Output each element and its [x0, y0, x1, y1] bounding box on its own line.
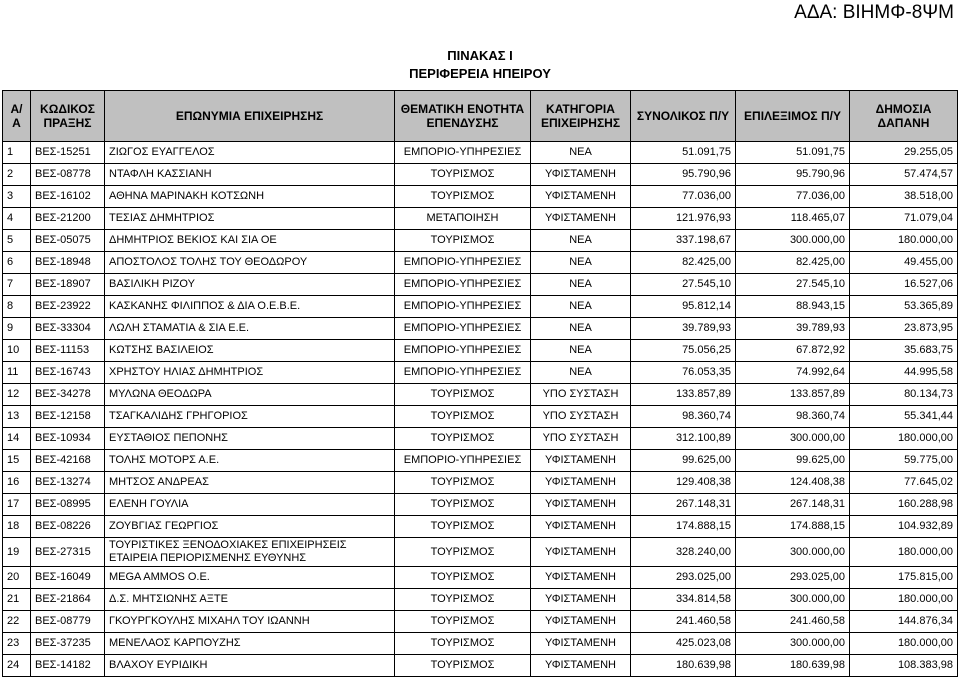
total-budget-cell: 76.053,35: [631, 362, 736, 384]
col-header-eligible-budget: ΕΠΙΛΕΞΙΜΟΣ Π/Υ: [736, 91, 850, 142]
code-cell: ΒΕΣ-13274: [31, 472, 105, 494]
aa-cell: 24: [3, 655, 31, 677]
aa-cell: 13: [3, 406, 31, 428]
table-title: ΠΙΝΑΚΑΣ Ι: [447, 48, 513, 63]
public-expenditure-cell: 59.775,00: [850, 450, 958, 472]
company-cell: ΝΤΑΦΛΗ ΚΑΣΣΙΑΝΗ: [105, 164, 395, 186]
theme-cell: ΕΜΠΟΡΙΟ-ΥΠΗΡΕΣΙΕΣ: [395, 362, 531, 384]
region-subtitle: ΠΕΡΙΦΕΡΕΙΑ ΗΠΕΙΡΟΥ: [409, 66, 551, 81]
aa-cell: 6: [3, 252, 31, 274]
company-cell: ΤΣΑΓΚΑΛΙΔΗΣ ΓΡΗΓΟΡΙΟΣ: [105, 406, 395, 428]
eligible-budget-cell: 27.545,10: [736, 274, 850, 296]
company-cell: ΚΑΣΚΑΝΗΣ ΦΙΛΙΠΠΟΣ & ΔΙΑ Ο.Ε.Β.Ε.: [105, 296, 395, 318]
theme-cell: ΕΜΠΟΡΙΟ-ΥΠΗΡΕΣΙΕΣ: [395, 274, 531, 296]
table-row: [3, 318, 958, 340]
code-cell: ΒΕΣ-16743: [31, 362, 105, 384]
aa-cell: 19: [3, 538, 31, 567]
code-cell: ΒΕΣ-18948: [31, 252, 105, 274]
public-expenditure-cell: 38.518,00: [850, 186, 958, 208]
table-row: [3, 230, 958, 252]
total-budget-cell: 334.814,58: [631, 589, 736, 611]
aa-cell: 2: [3, 164, 31, 186]
category-cell: ΝΕΑ: [531, 362, 631, 384]
eligible-budget-cell: 95.790,96: [736, 164, 850, 186]
table-row: [3, 142, 958, 164]
public-expenditure-cell: 80.134,73: [850, 384, 958, 406]
company-cell: ΒΑΣΙΛΙΚΗ ΡΙΖΟΥ: [105, 274, 395, 296]
code-cell: ΒΕΣ-21864: [31, 589, 105, 611]
theme-cell: ΤΟΥΡΙΣΜΟΣ: [395, 472, 531, 494]
company-cell: ΒΛΑΧΟΥ ΕΥΡΙΔΙΚΗ: [105, 655, 395, 677]
category-cell: ΥΠΟ ΣΥΣΤΑΣΗ: [531, 384, 631, 406]
category-cell: ΥΦΙΣΤΑΜΕΝΗ: [531, 186, 631, 208]
code-cell: ΒΕΣ-14182: [31, 655, 105, 677]
table-row: [3, 362, 958, 384]
public-expenditure-cell: 144.876,34: [850, 611, 958, 633]
category-cell: ΥΦΙΣΤΑΜΕΝΗ: [531, 538, 631, 567]
company-cell: ΤΕΣΙΑΣ ΔΗΜΗΤΡΙΟΣ: [105, 208, 395, 230]
aa-cell: 16: [3, 472, 31, 494]
theme-cell: ΤΟΥΡΙΣΜΟΣ: [395, 538, 531, 567]
code-cell: ΒΕΣ-34278: [31, 384, 105, 406]
aa-cell: 9: [3, 318, 31, 340]
code-cell: ΒΕΣ-27315: [31, 538, 105, 567]
eligible-budget-cell: 241.460,58: [736, 611, 850, 633]
theme-cell: ΜΕΤΑΠΟΙΗΣΗ: [395, 208, 531, 230]
theme-cell: ΤΟΥΡΙΣΜΟΣ: [395, 186, 531, 208]
category-cell: ΥΦΙΣΤΑΜΕΝΗ: [531, 494, 631, 516]
table-row: [3, 296, 958, 318]
theme-cell: ΕΜΠΟΡΙΟ-ΥΠΗΡΕΣΙΕΣ: [395, 252, 531, 274]
code-cell: ΒΕΣ-08226: [31, 516, 105, 538]
code-cell: ΒΕΣ-15251: [31, 142, 105, 164]
table-row: [3, 340, 958, 362]
total-budget-cell: 99.625,00: [631, 450, 736, 472]
theme-cell: ΕΜΠΟΡΙΟ-ΥΠΗΡΕΣΙΕΣ: [395, 340, 531, 362]
code-cell: ΒΕΣ-33304: [31, 318, 105, 340]
total-budget-cell: 95.790,96: [631, 164, 736, 186]
company-cell: ΔΗΜΗΤΡΙΟΣ ΒΕΚΙΟΣ ΚΑΙ ΣΙΑ ΟΕ: [105, 230, 395, 252]
table-row: [3, 516, 958, 538]
document-reference: ΑΔΑ: ΒΙΗΜΦ-8ΨΜ: [794, 2, 954, 23]
public-expenditure-cell: 180.000,00: [850, 428, 958, 450]
total-budget-cell: 328.240,00: [631, 538, 736, 567]
total-budget-cell: 75.056,25: [631, 340, 736, 362]
code-cell: ΒΕΣ-16049: [31, 567, 105, 589]
category-cell: ΝΕΑ: [531, 296, 631, 318]
code-cell: ΒΕΣ-37235: [31, 633, 105, 655]
category-cell: ΝΕΑ: [531, 274, 631, 296]
aa-cell: 17: [3, 494, 31, 516]
company-cell: ΚΩΤΣΗΣ ΒΑΣΙΛΕΙΟΣ: [105, 340, 395, 362]
category-cell: ΝΕΑ: [531, 252, 631, 274]
public-expenditure-cell: 160.288,98: [850, 494, 958, 516]
col-header-category: ΚΑΤΗΓΟΡΙΑ ΕΠΙΧΕΙΡΗΣΗΣ: [531, 91, 631, 142]
code-cell: ΒΕΣ-08995: [31, 494, 105, 516]
eligible-budget-cell: 74.992,64: [736, 362, 850, 384]
category-cell: ΥΠΟ ΣΥΣΤΑΣΗ: [531, 406, 631, 428]
eligible-budget-cell: 39.789,93: [736, 318, 850, 340]
eligible-budget-cell: 300.000,00: [736, 589, 850, 611]
public-expenditure-cell: 71.079,04: [850, 208, 958, 230]
category-cell: ΥΦΙΣΤΑΜΕΝΗ: [531, 567, 631, 589]
total-budget-cell: 129.408,38: [631, 472, 736, 494]
public-expenditure-cell: 29.255,05: [850, 142, 958, 164]
table-row: [3, 450, 958, 472]
category-cell: ΥΦΙΣΤΑΜΕΝΗ: [531, 472, 631, 494]
table-row: [3, 164, 958, 186]
category-cell: ΝΕΑ: [531, 142, 631, 164]
eligible-budget-cell: 300.000,00: [736, 633, 850, 655]
eligible-budget-cell: 124.408,38: [736, 472, 850, 494]
aa-cell: 20: [3, 567, 31, 589]
aa-cell: 4: [3, 208, 31, 230]
col-header-theme: ΘΕΜΑΤΙΚΗ ΕΝΟΤΗΤΑ ΕΠΕΝΔΥΣΗΣ: [395, 91, 531, 142]
table-row: [3, 252, 958, 274]
public-expenditure-cell: 35.683,75: [850, 340, 958, 362]
eligible-budget-cell: 77.036,00: [736, 186, 850, 208]
aa-cell: 14: [3, 428, 31, 450]
category-cell: ΥΦΙΣΤΑΜΕΝΗ: [531, 611, 631, 633]
table-row: [3, 655, 958, 677]
public-expenditure-cell: 180.000,00: [850, 230, 958, 252]
col-header-aa: Α/Α: [3, 91, 31, 142]
company-cell: ΤΟΥΡΙΣΤΙΚΕΣ ΞΕΝΟΔΟΧΙΑΚΕΣ ΕΠΙΧΕΙΡΗΣΕΙΣ ΕΤΑΙΡΕΙΑ ΠΕΡΙΟΡΙΣΜΕΝΗΣ ΕΥΘΥΝΗΣ: [105, 538, 395, 567]
theme-cell: ΕΜΠΟΡΙΟ-ΥΠΗΡΕΣΙΕΣ: [395, 296, 531, 318]
company-cell: ΜΥΛΩΝΑ ΘΕΟΔΩΡΑ: [105, 384, 395, 406]
theme-cell: ΤΟΥΡΙΣΜΟΣ: [395, 633, 531, 655]
table-row: [3, 494, 958, 516]
public-expenditure-cell: 57.474,57: [850, 164, 958, 186]
aa-cell: 11: [3, 362, 31, 384]
theme-cell: ΤΟΥΡΙΣΜΟΣ: [395, 428, 531, 450]
theme-cell: ΕΜΠΟΡΙΟ-ΥΠΗΡΕΣΙΕΣ: [395, 450, 531, 472]
category-cell: ΥΦΙΣΤΑΜΕΝΗ: [531, 164, 631, 186]
eligible-budget-cell: 300.000,00: [736, 428, 850, 450]
eligible-budget-cell: 118.465,07: [736, 208, 850, 230]
total-budget-cell: 133.857,89: [631, 384, 736, 406]
eligible-budget-cell: 174.888,15: [736, 516, 850, 538]
theme-cell: ΤΟΥΡΙΣΜΟΣ: [395, 567, 531, 589]
eligible-budget-cell: 133.857,89: [736, 384, 850, 406]
public-expenditure-cell: 23.873,95: [850, 318, 958, 340]
code-cell: ΒΕΣ-05075: [31, 230, 105, 252]
table-row: [3, 428, 958, 450]
aa-cell: 15: [3, 450, 31, 472]
company-cell: ΛΩΛΗ ΣΤΑΜΑΤΙΑ & ΣΙΑ Ε.Ε.: [105, 318, 395, 340]
category-cell: ΥΦΙΣΤΑΜΕΝΗ: [531, 589, 631, 611]
beneficiaries-table: [2, 90, 958, 677]
aa-cell: 12: [3, 384, 31, 406]
company-cell: ΕΥΣΤΑΘΙΟΣ ΠΕΠΟΝΗΣ: [105, 428, 395, 450]
public-expenditure-cell: 108.383,98: [850, 655, 958, 677]
company-cell: ΤΟΛΗΣ ΜΟΤΟΡΣ Α.Ε.: [105, 450, 395, 472]
total-budget-cell: 95.812,14: [631, 296, 736, 318]
aa-cell: 18: [3, 516, 31, 538]
company-cell: ΓΚΟΥΡΓΚΟΥΛΗΣ ΜΙΧΑΗΛ ΤΟΥ ΙΩΑΝΝΗ: [105, 611, 395, 633]
table-row: [3, 186, 958, 208]
theme-cell: ΤΟΥΡΙΣΜΟΣ: [395, 230, 531, 252]
public-expenditure-cell: 180.000,00: [850, 633, 958, 655]
eligible-budget-cell: 67.872,92: [736, 340, 850, 362]
code-cell: ΒΕΣ-10934: [31, 428, 105, 450]
col-header-public-expenditure: ΔΗΜΟΣΙΑ ΔΑΠΑΝΗ: [850, 91, 958, 142]
theme-cell: ΤΟΥΡΙΣΜΟΣ: [395, 406, 531, 428]
public-expenditure-cell: 180.000,00: [850, 589, 958, 611]
category-cell: ΥΦΙΣΤΑΜΕΝΗ: [531, 208, 631, 230]
col-header-total-budget: ΣΥΝΟΛΙΚΟΣ Π/Υ: [631, 91, 736, 142]
table-row: [3, 611, 958, 633]
company-cell: ΜΗΤΣΟΣ ΑΝΔΡΕΑΣ: [105, 472, 395, 494]
company-cell: Δ.Σ. ΜΗΤΣΙΩΝΗΣ ΑΞΤΕ: [105, 589, 395, 611]
public-expenditure-cell: 16.527,06: [850, 274, 958, 296]
company-cell: ΑΘΗΝΑ ΜΑΡΙΝΑΚΗ ΚΟΤΣΩΝΗ: [105, 186, 395, 208]
code-cell: ΒΕΣ-08778: [31, 164, 105, 186]
category-cell: ΥΦΙΣΤΑΜΕΝΗ: [531, 633, 631, 655]
col-header-code: ΚΩΔΙΚΟΣ ΠΡΑΞΗΣ: [31, 91, 105, 142]
table-row: [3, 406, 958, 428]
eligible-budget-cell: 51.091,75: [736, 142, 850, 164]
company-cell: ΧΡΗΣΤΟΥ ΗΛΙΑΣ ΔΗΜΗΤΡΙΟΣ: [105, 362, 395, 384]
code-cell: ΒΕΣ-21200: [31, 208, 105, 230]
total-budget-cell: 121.976,93: [631, 208, 736, 230]
total-budget-cell: 312.100,89: [631, 428, 736, 450]
total-budget-cell: 77.036,00: [631, 186, 736, 208]
aa-cell: 22: [3, 611, 31, 633]
table-row: [3, 208, 958, 230]
code-cell: ΒΕΣ-12158: [31, 406, 105, 428]
total-budget-cell: 241.460,58: [631, 611, 736, 633]
theme-cell: ΤΟΥΡΙΣΜΟΣ: [395, 164, 531, 186]
public-expenditure-cell: 55.341,44: [850, 406, 958, 428]
total-budget-cell: 82.425,00: [631, 252, 736, 274]
category-cell: ΥΦΙΣΤΑΜΕΝΗ: [531, 516, 631, 538]
aa-cell: 10: [3, 340, 31, 362]
public-expenditure-cell: 44.995,58: [850, 362, 958, 384]
header-row: [3, 91, 958, 142]
eligible-budget-cell: 99.625,00: [736, 450, 850, 472]
code-cell: ΒΕΣ-11153: [31, 340, 105, 362]
eligible-budget-cell: 180.639,98: [736, 655, 850, 677]
total-budget-cell: 337.198,67: [631, 230, 736, 252]
total-budget-cell: 27.545,10: [631, 274, 736, 296]
public-expenditure-cell: 180.000,00: [850, 538, 958, 567]
theme-cell: ΤΟΥΡΙΣΜΟΣ: [395, 589, 531, 611]
total-budget-cell: 293.025,00: [631, 567, 736, 589]
category-cell: ΝΕΑ: [531, 230, 631, 252]
code-cell: ΒΕΣ-42168: [31, 450, 105, 472]
table-body: [3, 142, 958, 677]
table-row: [3, 633, 958, 655]
total-budget-cell: 98.360,74: [631, 406, 736, 428]
total-budget-cell: 39.789,93: [631, 318, 736, 340]
theme-cell: ΕΜΠΟΡΙΟ-ΥΠΗΡΕΣΙΕΣ: [395, 142, 531, 164]
theme-cell: ΤΟΥΡΙΣΜΟΣ: [395, 516, 531, 538]
category-cell: ΝΕΑ: [531, 318, 631, 340]
public-expenditure-cell: 77.645,02: [850, 472, 958, 494]
category-cell: ΥΦΙΣΤΑΜΕΝΗ: [531, 655, 631, 677]
company-cell: ΖΙΩΓΟΣ ΕΥΑΓΓΕΛΟΣ: [105, 142, 395, 164]
theme-cell: ΤΟΥΡΙΣΜΟΣ: [395, 384, 531, 406]
eligible-budget-cell: 98.360,74: [736, 406, 850, 428]
total-budget-cell: 174.888,15: [631, 516, 736, 538]
public-expenditure-cell: 53.365,89: [850, 296, 958, 318]
table-row: [3, 384, 958, 406]
table-row: [3, 567, 958, 589]
public-expenditure-cell: 175.815,00: [850, 567, 958, 589]
code-cell: ΒΕΣ-16102: [31, 186, 105, 208]
theme-cell: ΤΟΥΡΙΣΜΟΣ: [395, 611, 531, 633]
public-expenditure-cell: 104.932,89: [850, 516, 958, 538]
table-row: [3, 274, 958, 296]
total-budget-cell: 267.148,31: [631, 494, 736, 516]
company-cell: ΑΠΟΣΤΟΛΟΣ ΤΟΛΗΣ ΤΟΥ ΘΕΟΔΩΡΟΥ: [105, 252, 395, 274]
eligible-budget-cell: 300.000,00: [736, 230, 850, 252]
table-row: [3, 538, 958, 567]
total-budget-cell: 51.091,75: [631, 142, 736, 164]
aa-cell: 1: [3, 142, 31, 164]
aa-cell: 7: [3, 274, 31, 296]
company-cell: ΜΕΝΕΛΑΟΣ ΚΑΡΠΟΥΖΗΣ: [105, 633, 395, 655]
code-cell: ΒΕΣ-08779: [31, 611, 105, 633]
eligible-budget-cell: 82.425,00: [736, 252, 850, 274]
total-budget-cell: 180.639,98: [631, 655, 736, 677]
aa-cell: 5: [3, 230, 31, 252]
eligible-budget-cell: 293.025,00: [736, 567, 850, 589]
eligible-budget-cell: 300.000,00: [736, 538, 850, 567]
eligible-budget-cell: 88.943,15: [736, 296, 850, 318]
aa-cell: 3: [3, 186, 31, 208]
category-cell: ΥΦΙΣΤΑΜΕΝΗ: [531, 450, 631, 472]
company-cell: MEGA AMMOS O.E.: [105, 567, 395, 589]
theme-cell: ΤΟΥΡΙΣΜΟΣ: [395, 494, 531, 516]
eligible-budget-cell: 267.148,31: [736, 494, 850, 516]
col-header-company: ΕΠΩΝΥΜΙΑ ΕΠΙΧΕΙΡΗΣΗΣ: [105, 91, 395, 142]
total-budget-cell: 425.023,08: [631, 633, 736, 655]
table-row: [3, 472, 958, 494]
theme-cell: ΤΟΥΡΙΣΜΟΣ: [395, 655, 531, 677]
aa-cell: 21: [3, 589, 31, 611]
aa-cell: 8: [3, 296, 31, 318]
code-cell: ΒΕΣ-23922: [31, 296, 105, 318]
public-expenditure-cell: 49.455,00: [850, 252, 958, 274]
aa-cell: 23: [3, 633, 31, 655]
company-cell: ΖΟΥΒΓΙΑΣ ΓΕΩΡΓΙΟΣ: [105, 516, 395, 538]
code-cell: ΒΕΣ-18907: [31, 274, 105, 296]
category-cell: ΝΕΑ: [531, 340, 631, 362]
company-cell: ΕΛΕΝΗ ΓΟΥΛΙΑ: [105, 494, 395, 516]
category-cell: ΥΠΟ ΣΥΣΤΑΣΗ: [531, 428, 631, 450]
table-row: [3, 589, 958, 611]
theme-cell: ΕΜΠΟΡΙΟ-ΥΠΗΡΕΣΙΕΣ: [395, 318, 531, 340]
